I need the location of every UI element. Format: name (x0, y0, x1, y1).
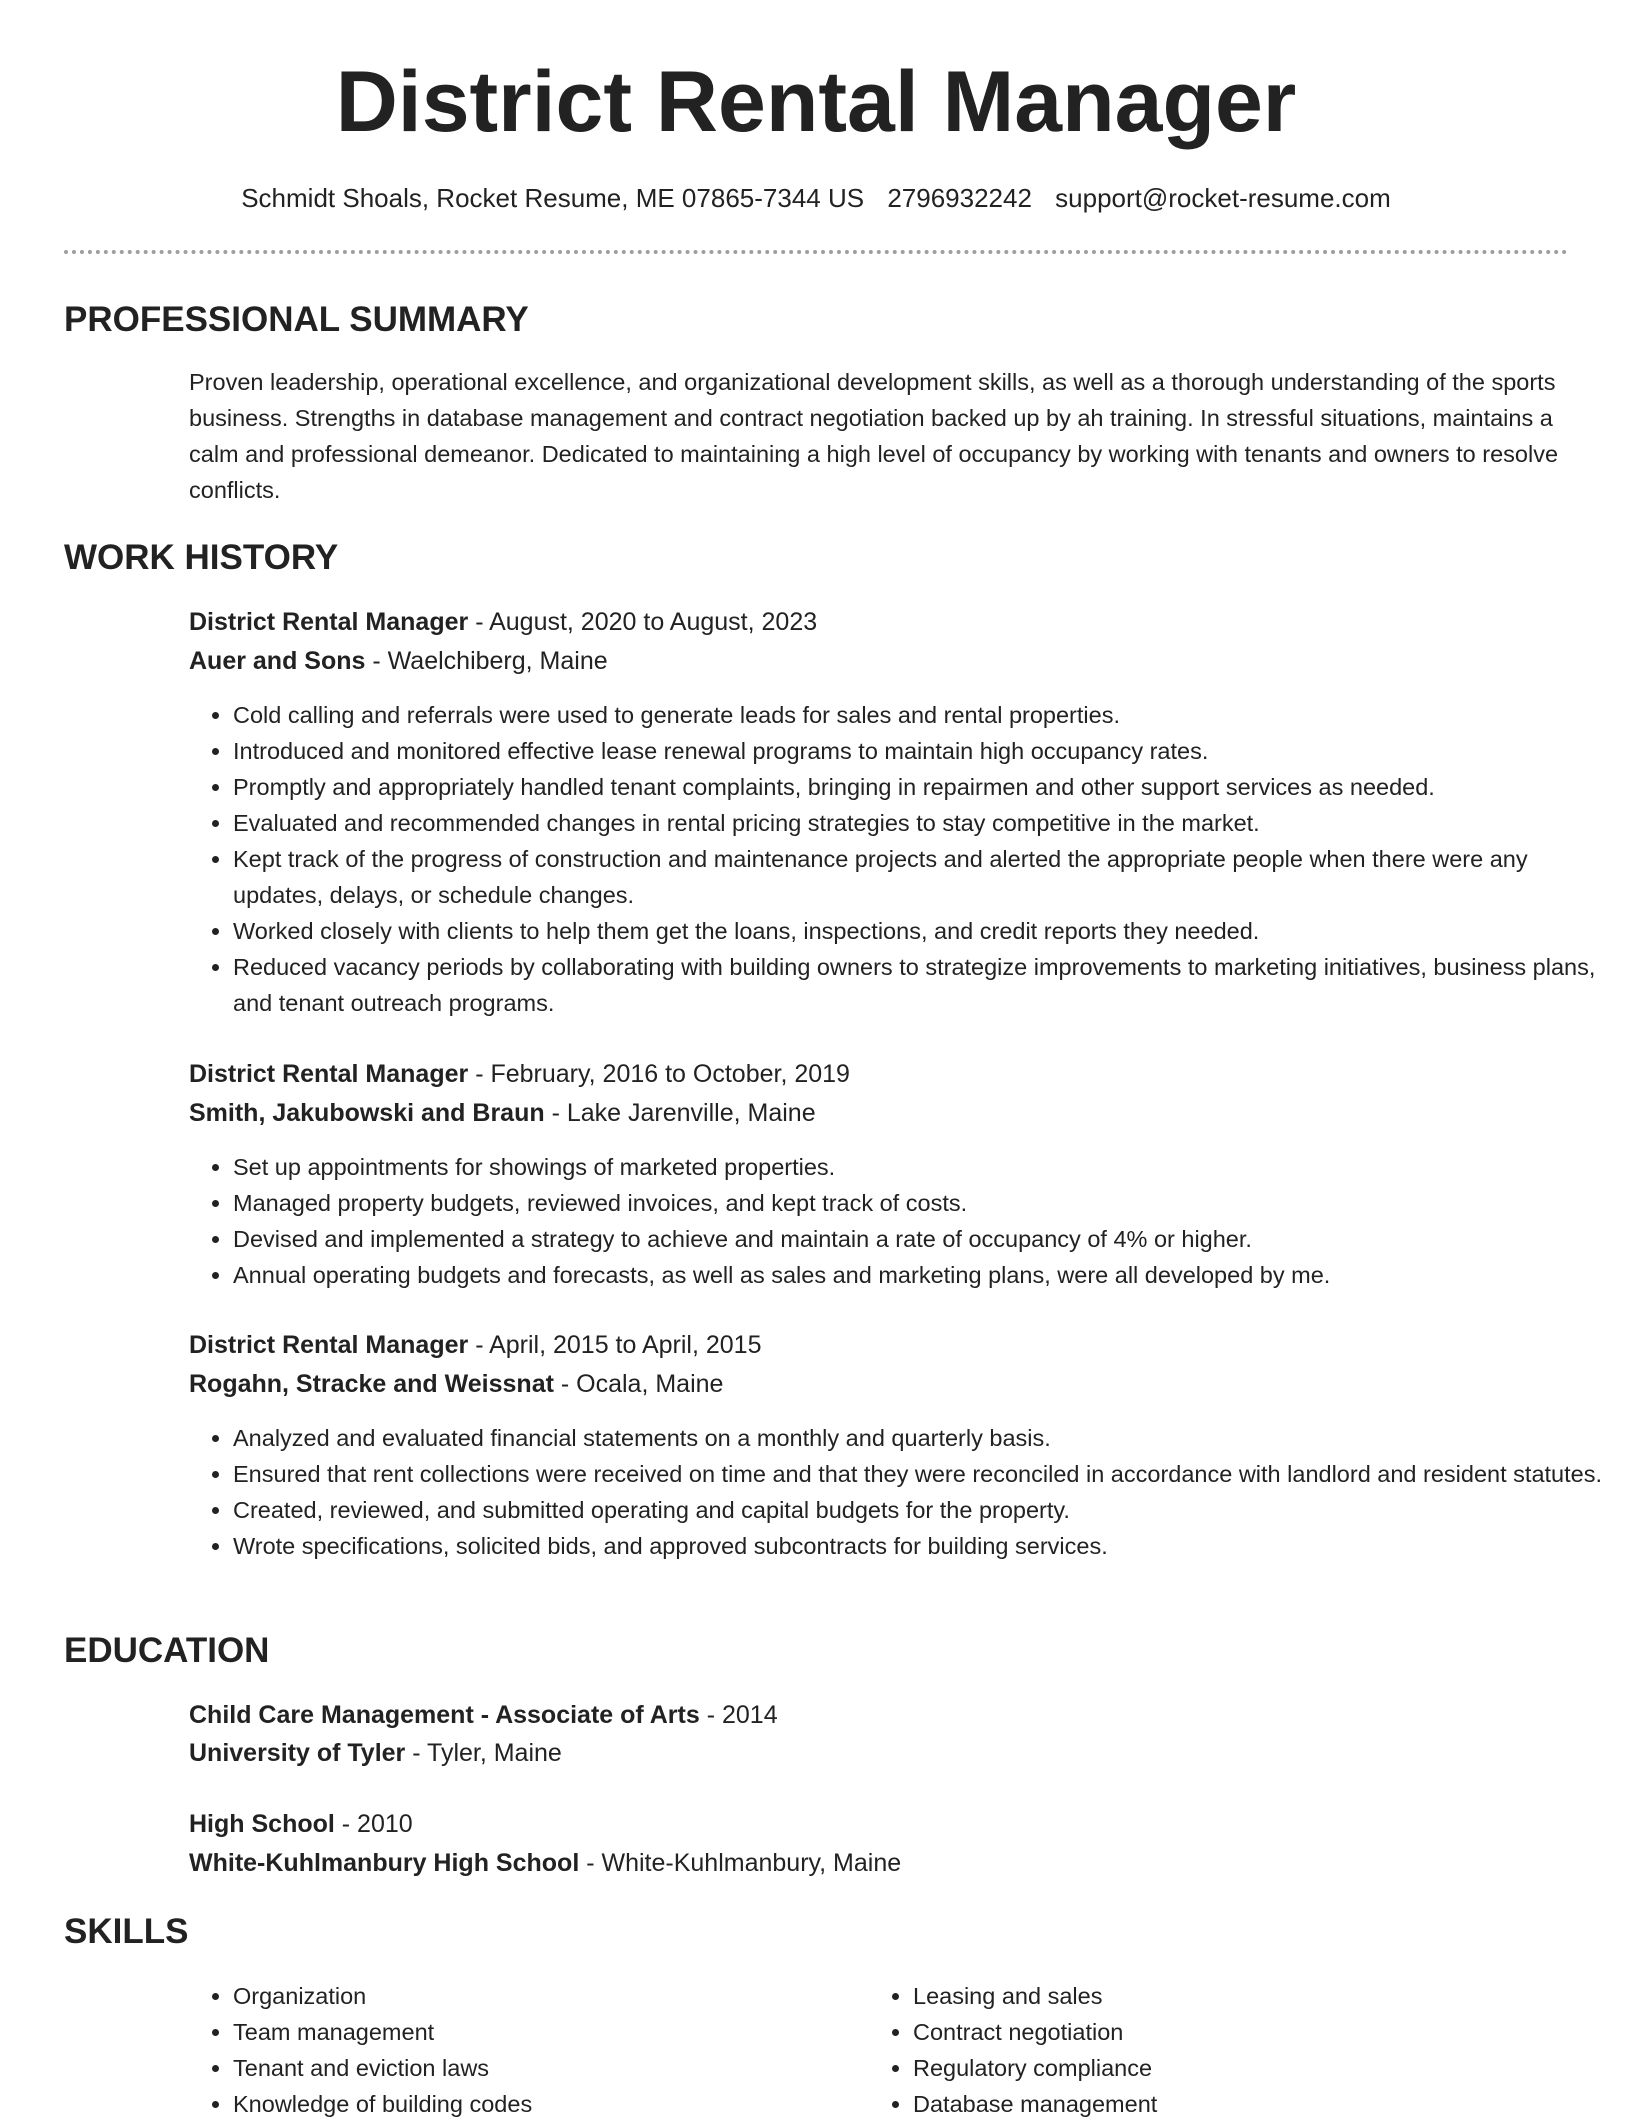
contact-line (0, 180, 1632, 216)
job-company: Smith, Jakubowski and Braun (189, 1099, 545, 1127)
job-company-line (189, 1366, 723, 1402)
education-degree-line (189, 1806, 413, 1842)
job-title-line (189, 1327, 762, 1363)
list-item: • Wrote specifications, solicited bids, and approved subcontracts for building services. (233, 1528, 1613, 1564)
list-item: • Devised and implemented a strategy to achieve and maintain a rate of occupancy of 4% or higher. (233, 1221, 1613, 1257)
education-school-line (189, 1735, 562, 1771)
summary-text: Proven leadership, operational excellence, and organizational development skills, as well as a thorough understanding of the sports business. Strengths in database management and contract negotiation backed up by ah training. In stressful situations, maintains a calm and professional demeanor. Dedicated to maintaining a high level of occupancy by working with tenants and owners to resolve conflicts. (189, 369, 1559, 503)
skill-item: • Database management (913, 2086, 1533, 2122)
section-title-summary: PROFESSIONAL SUMMARY (64, 300, 529, 339)
education-school: University of Tyler (189, 1739, 406, 1767)
list-item: • Analyzed and evaluated financial statements on a monthly and quarterly basis. (233, 1420, 1613, 1456)
header-divider (64, 250, 1568, 254)
job-dates: - February, 2016 to October, 2019 (468, 1060, 850, 1088)
skill-item: • Knowledge of building codes (233, 2086, 853, 2122)
skill-item: • Tenant and eviction laws (233, 2050, 853, 2086)
list-item: • Managed property budgets, reviewed invoices, and kept track of costs. (233, 1185, 1613, 1221)
skill-item: • Organization (233, 1978, 853, 2014)
contact-email[interactable]: support@rocket-resume.com (1055, 183, 1391, 213)
list-item: • Reduced vacancy periods by collaborating with building owners to strategize improvements to marketing initiatives, business plans, and tenant outreach programs. (233, 949, 1613, 1021)
job-bullets (189, 1149, 1613, 1293)
section-title-work-history: WORK HISTORY (64, 538, 339, 577)
job-location: - Waelchiberg, Maine (365, 647, 608, 675)
education-year: - 2014 (699, 1701, 778, 1729)
skills-list-left (189, 1978, 853, 2122)
education-degree: High School (189, 1810, 335, 1838)
education-year: - 2010 (334, 1810, 413, 1838)
job-company-line (189, 1095, 816, 1131)
skill-item: • Leasing and sales (913, 1978, 1533, 2014)
job-company: Rogahn, Stracke and Weissnat (189, 1370, 554, 1398)
job-location: - Lake Jarenville, Maine (544, 1099, 816, 1127)
job-role: District Rental Manager (189, 608, 469, 636)
section-title-education: EDUCATION (64, 1631, 270, 1670)
resume-name: District Rental Manager (335, 54, 1297, 150)
section-title-skills: SKILLS (64, 1912, 189, 1951)
job-title-line (189, 1056, 850, 1092)
list-item: • Ensured that rent collections were received on time and that they were reconciled in accordance with landlord and resident statutes. (233, 1456, 1613, 1492)
job-dates: - August, 2020 to August, 2023 (468, 608, 818, 636)
list-item: • Worked closely with clients to help them get the loans, inspections, and credit reports they needed. (233, 913, 1613, 949)
education-degree-line (189, 1697, 778, 1733)
education-location: - White-Kuhlmanbury, Maine (579, 1849, 902, 1877)
education-degree: Child Care Management - Associate of Arts (189, 1701, 700, 1729)
list-item: • Annual operating budgets and forecasts, as well as sales and marketing plans, were all developed by me. (233, 1257, 1613, 1293)
list-item: • Kept track of the progress of construction and maintenance projects and alerted the appropriate people when there were any updates, delays, or schedule changes. (233, 841, 1613, 913)
list-item: • Created, reviewed, and submitted operating and capital budgets for the property. (233, 1492, 1613, 1528)
list-item: • Introduced and monitored effective lease renewal programs to maintain high occupancy rates. (233, 733, 1613, 769)
contact-address: Schmidt Shoals, Rocket Resume, ME 07865-7344 US (241, 183, 865, 213)
skills-list-right (869, 1978, 1533, 2122)
job-company: Auer and Sons (189, 647, 366, 675)
skill-item: • Team management (233, 2014, 853, 2050)
job-role: District Rental Manager (189, 1331, 469, 1359)
list-item: • Promptly and appropriately handled tenant complaints, bringing in repairmen and other support services as needed. (233, 769, 1613, 805)
list-item: • Cold calling and referrals were used to generate leads for sales and rental properties. (233, 697, 1613, 733)
skill-item: • Contract negotiation (913, 2014, 1533, 2050)
job-dates: - April, 2015 to April, 2015 (468, 1331, 762, 1359)
job-title-line (189, 604, 817, 640)
skill-item: • Regulatory compliance (913, 2050, 1533, 2086)
job-bullets (189, 1420, 1613, 1564)
education-school-line (189, 1845, 901, 1881)
job-company-line (189, 643, 608, 679)
job-bullets (189, 697, 1613, 1021)
list-item: • Evaluated and recommended changes in rental pricing strategies to stay competitive in the market. (233, 805, 1613, 841)
education-school: White-Kuhlmanbury High School (189, 1849, 580, 1877)
list-item: • Set up appointments for showings of marketed properties. (233, 1149, 1613, 1185)
contact-phone: 2796932242 (887, 183, 1032, 213)
job-role: District Rental Manager (189, 1060, 469, 1088)
job-location: - Ocala, Maine (553, 1370, 724, 1398)
education-location: - Tyler, Maine (405, 1739, 562, 1767)
